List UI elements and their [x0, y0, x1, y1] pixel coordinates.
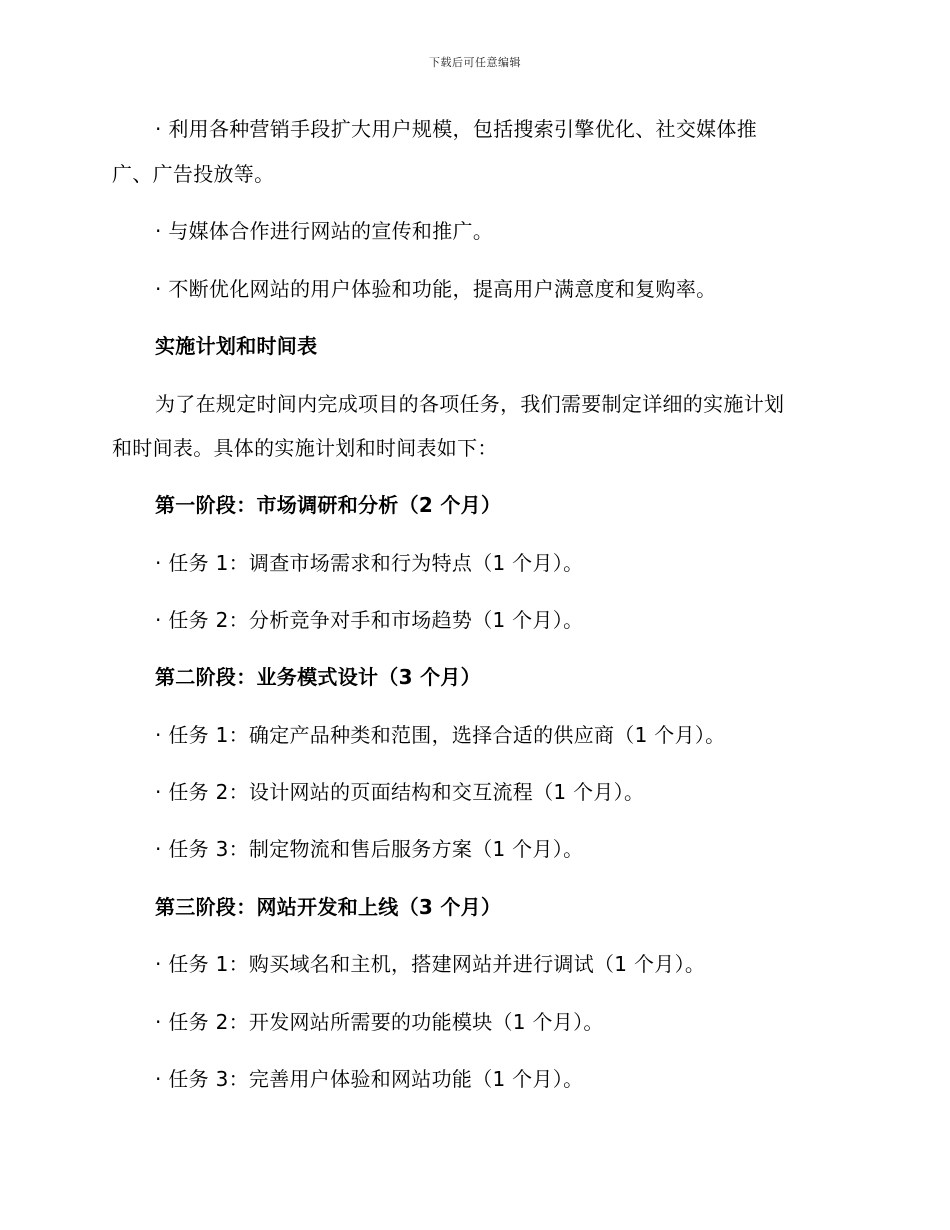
phase1-task2: · 任务 2：分析竞争对手和市场趋势（1 个月）。 [155, 608, 584, 632]
phase2-task2: · 任务 2：设计网站的页面结构和交互流程（1 个月）。 [155, 780, 645, 804]
header-note: 下载后可任意编辑 [429, 56, 521, 69]
phase3-task2: · 任务 2：开发网站所需要的功能模块（1 个月）。 [155, 1010, 604, 1034]
bullet-media: · 与媒体合作进行网站的宣传和推广。 [155, 219, 494, 243]
bullet-optimize: · 不断优化网站的用户体验和功能，提高用户满意度和复购率。 [155, 277, 717, 301]
phase1-title: 第一阶段：市场调研和分析（2 个月） [155, 493, 502, 517]
section-title: 实施计划和时间表 [155, 334, 318, 358]
phase1-task1: · 任务 1：调查市场需求和行为特点（1 个月）。 [155, 551, 584, 575]
phase3-task1: · 任务 1：购买域名和主机，搭建网站并进行调试（1 个月）。 [155, 952, 706, 976]
phase2-task1: · 任务 1：确定产品种类和范围，选择合适的供应商（1 个月）。 [155, 723, 726, 747]
intro-line1: 为了在规定时间内完成项目的各项任务，我们需要制定详细的实施计划 [155, 392, 785, 416]
phase2-title: 第二阶段：业务模式设计（3 个月） [155, 665, 481, 689]
intro-line2: 和时间表。具体的实施计划和时间表如下： [112, 436, 498, 460]
bullet-marketing-line1: · 利用各种营销手段扩大用户规模，包括搜索引擎优化、社交媒体推 [155, 117, 758, 141]
phase2-task3: · 任务 3：制定物流和售后服务方案（1 个月）。 [155, 837, 584, 861]
phase3-task3: · 任务 3：完善用户体验和网站功能（1 个月）。 [155, 1067, 584, 1091]
bullet-marketing-line2: 广、广告投放等。 [112, 162, 275, 186]
phase3-title: 第三阶段：网站开发和上线（3 个月） [155, 895, 502, 919]
